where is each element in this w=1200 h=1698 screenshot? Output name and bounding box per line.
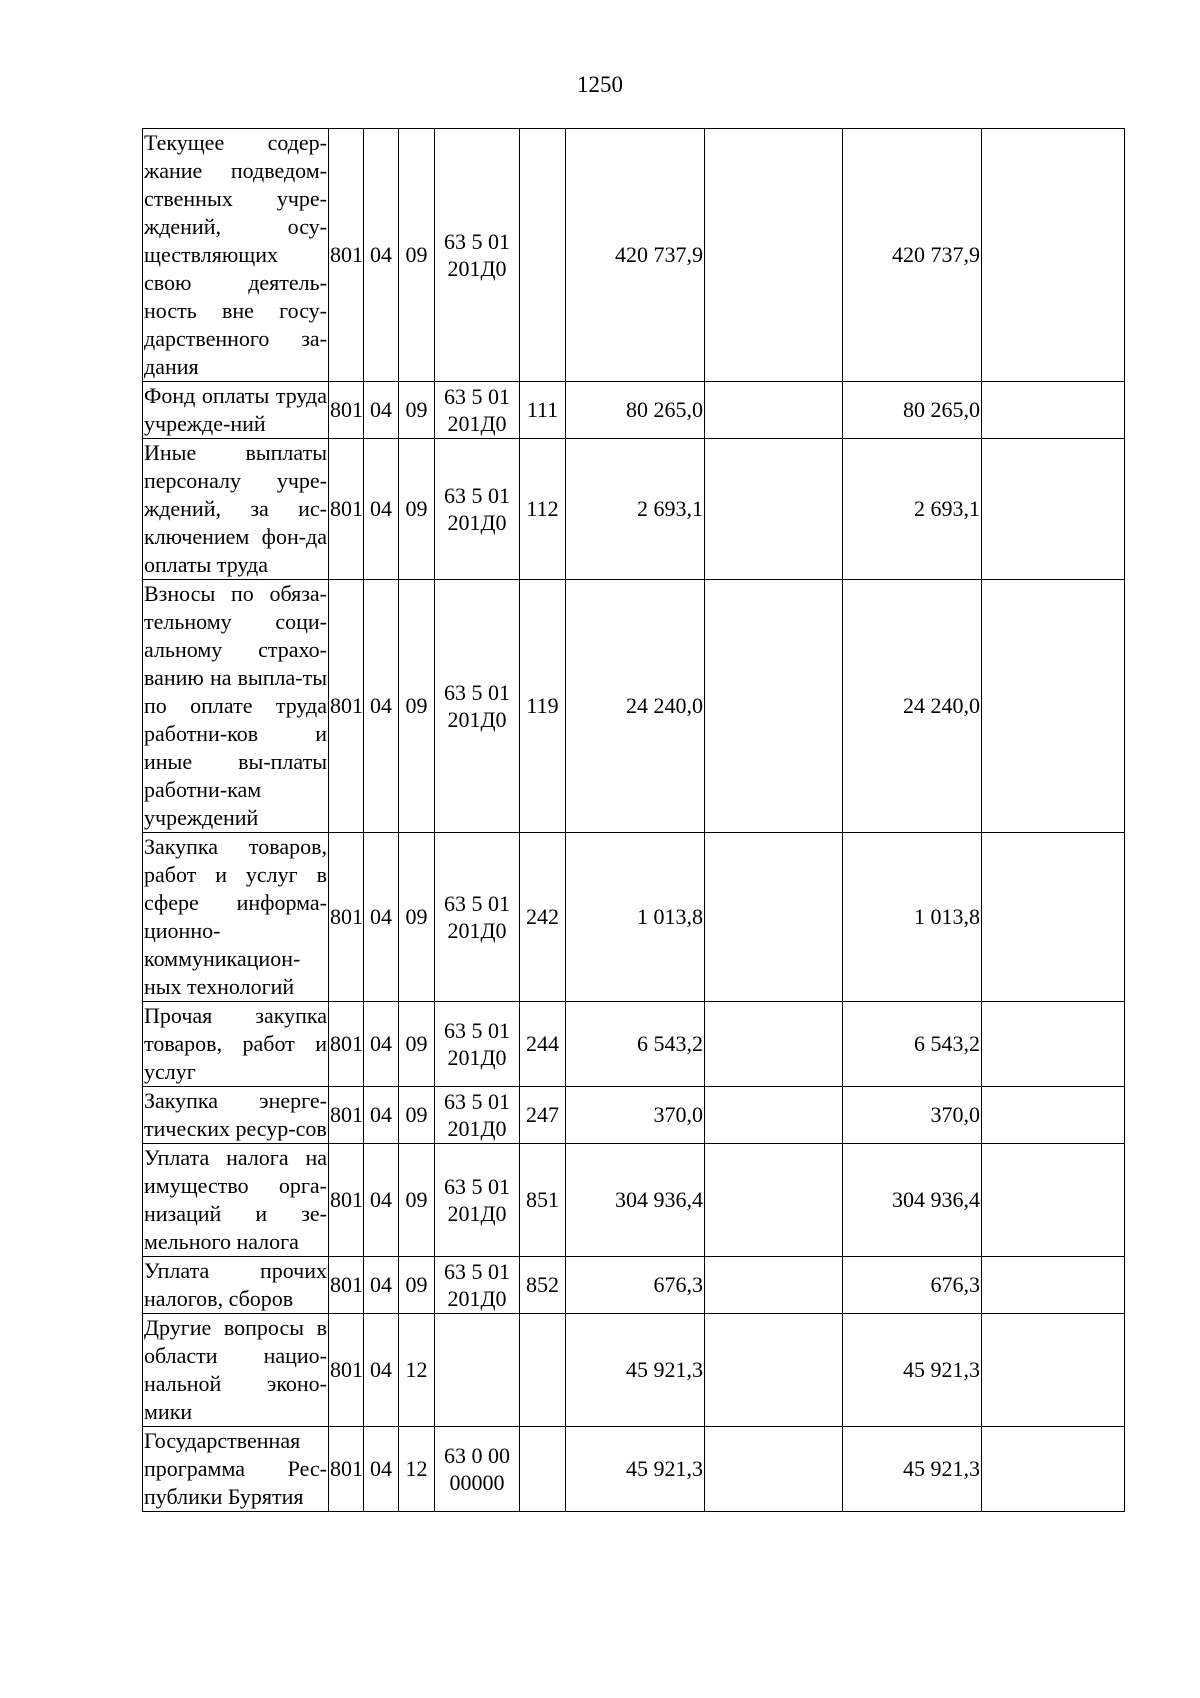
target-article-code [435, 580, 520, 833]
section-code: 04 [364, 1427, 399, 1512]
expense-name: Иные выплаты персоналу учре-ждений, за ис-ключением фон-да оплаты труда [143, 439, 329, 580]
sum-column-4 [982, 580, 1125, 833]
admin-code: 801 [329, 129, 364, 382]
section-code: 04 [364, 833, 399, 1002]
sum-total: 2 693,1 [566, 439, 705, 580]
target-code-line-2: 201Д0 [447, 510, 507, 535]
target-article-code [435, 1002, 520, 1087]
admin-code: 801 [329, 1314, 364, 1427]
target-code-line-2: 201Д0 [447, 1201, 507, 1226]
target-code-line-1: 63 5 01 [444, 384, 510, 409]
sum-column-2 [705, 1002, 843, 1087]
section-code: 04 [364, 1144, 399, 1257]
sum-total: 24 240,0 [566, 580, 705, 833]
section-code: 04 [364, 382, 399, 439]
section-code: 04 [364, 1002, 399, 1087]
subsection-code: 09 [399, 1002, 435, 1087]
expense-name: Уплата налога на имущество орга-низаций и зе-мельного налога [143, 1144, 329, 1257]
target-article-code [435, 439, 520, 580]
subsection-code: 09 [399, 580, 435, 833]
admin-code: 801 [329, 382, 364, 439]
sum-column-2 [705, 1314, 843, 1427]
sum-total: 676,3 [566, 1257, 705, 1314]
table-row [143, 1144, 1125, 1257]
expense-name: Взносы по обяза-тельному соци-альному страхо-ванию на выпла-ты по оплате труда работни-ков и иные вы-платы работни-кам учреждений [143, 580, 329, 833]
table-row [143, 1314, 1125, 1427]
target-code-line-1: 63 5 01 [444, 680, 510, 705]
target-code-line-2: 201Д0 [447, 707, 507, 732]
sum-column-4 [982, 382, 1125, 439]
sum-total: 370,0 [566, 1087, 705, 1144]
target-code-line-1: 63 5 01 [444, 483, 510, 508]
sum-column-3: 80 265,0 [843, 382, 982, 439]
page-number: 1250 [577, 72, 623, 97]
table-row [143, 1257, 1125, 1314]
admin-code: 801 [329, 1002, 364, 1087]
sum-column-2 [705, 439, 843, 580]
target-code-line-1: 63 5 01 [444, 1174, 510, 1199]
sum-total: 45 921,3 [566, 1314, 705, 1427]
sum-column-4 [982, 1257, 1125, 1314]
target-code-line-1: 63 5 01 [444, 891, 510, 916]
target-code-line-2: 201Д0 [447, 1116, 507, 1141]
expense-name: Закупка энерге-тических ресур-сов [143, 1087, 329, 1144]
sum-total: 45 921,3 [566, 1427, 705, 1512]
sum-column-2 [705, 1144, 843, 1257]
sum-column-4 [982, 1002, 1125, 1087]
expense-name: Закупка товаров, работ и услуг в сфере информа-ционно-коммуникацион-ных технологий [143, 833, 329, 1002]
admin-code: 801 [329, 1257, 364, 1314]
expense-type-code [520, 1427, 566, 1512]
expense-type-code [520, 129, 566, 382]
sum-column-4 [982, 129, 1125, 382]
subsection-code: 09 [399, 1144, 435, 1257]
sum-column-2 [705, 129, 843, 382]
admin-code: 801 [329, 1087, 364, 1144]
sum-column-3: 676,3 [843, 1257, 982, 1314]
expense-name: Государственная программа Рес-публики Бурятия [143, 1427, 329, 1512]
admin-code: 801 [329, 580, 364, 833]
section-code: 04 [364, 1314, 399, 1427]
section-code: 04 [364, 129, 399, 382]
target-code-line-2: 201Д0 [447, 918, 507, 943]
table-row [143, 1087, 1125, 1144]
subsection-code: 09 [399, 382, 435, 439]
expense-type-code: 112 [520, 439, 566, 580]
admin-code: 801 [329, 833, 364, 1002]
expense-type-code [520, 1314, 566, 1427]
target-article-code [435, 1314, 520, 1427]
budget-table-body [143, 129, 1125, 1512]
sum-column-2 [705, 1427, 843, 1512]
sum-total: 420 737,9 [566, 129, 705, 382]
section-code: 04 [364, 1087, 399, 1144]
sum-column-2 [705, 580, 843, 833]
target-article-code [435, 382, 520, 439]
subsection-code: 12 [399, 1427, 435, 1512]
sum-column-2 [705, 1257, 843, 1314]
sum-column-4 [982, 1144, 1125, 1257]
sum-column-3: 24 240,0 [843, 580, 982, 833]
sum-column-2 [705, 833, 843, 1002]
sum-column-3: 304 936,4 [843, 1144, 982, 1257]
expense-type-code: 244 [520, 1002, 566, 1087]
subsection-code: 09 [399, 129, 435, 382]
sum-column-3: 6 543,2 [843, 1002, 982, 1087]
expense-type-code: 111 [520, 382, 566, 439]
target-code-line-2: 201Д0 [447, 411, 507, 436]
target-code-line-2: 201Д0 [447, 1286, 507, 1311]
target-article-code [435, 833, 520, 1002]
expense-type-code: 242 [520, 833, 566, 1002]
target-code-line-2: 00000 [449, 1470, 505, 1495]
sum-column-3: 420 737,9 [843, 129, 982, 382]
table-row [143, 439, 1125, 580]
expense-name: Уплата прочих налогов, сборов [143, 1257, 329, 1314]
subsection-code: 09 [399, 1257, 435, 1314]
sum-column-4 [982, 439, 1125, 580]
target-article-code [435, 129, 520, 382]
sum-column-3: 370,0 [843, 1087, 982, 1144]
expense-type-code: 852 [520, 1257, 566, 1314]
sum-column-3: 1 013,8 [843, 833, 982, 1002]
sum-total: 304 936,4 [566, 1144, 705, 1257]
sum-total: 80 265,0 [566, 382, 705, 439]
sum-total: 6 543,2 [566, 1002, 705, 1087]
target-article-code [435, 1257, 520, 1314]
target-article-code [435, 1144, 520, 1257]
target-code-line-1: 63 5 01 [444, 1018, 510, 1043]
target-code-line-1: 63 5 01 [444, 1259, 510, 1284]
sum-column-3: 45 921,3 [843, 1427, 982, 1512]
table-row [143, 382, 1125, 439]
expense-type-code: 851 [520, 1144, 566, 1257]
admin-code: 801 [329, 1427, 364, 1512]
expense-name: Текущее содер-жание подведом-ственных учре-ждений, осу-ществляющих свою деятель-ность вне госу-дарственного за-дания [143, 129, 329, 382]
sum-column-3: 45 921,3 [843, 1314, 982, 1427]
subsection-code: 12 [399, 1314, 435, 1427]
expense-name: Прочая закупка товаров, работ и услуг [143, 1002, 329, 1087]
target-code-line-2: 201Д0 [447, 1045, 507, 1070]
sum-column-2 [705, 1087, 843, 1144]
table-row [143, 833, 1125, 1002]
sum-total: 1 013,8 [566, 833, 705, 1002]
target-code-line-2: 201Д0 [447, 256, 507, 281]
expense-name: Фонд оплаты труда учрежде-ний [143, 382, 329, 439]
section-code: 04 [364, 580, 399, 833]
table-row [143, 1427, 1125, 1512]
sum-column-4 [982, 833, 1125, 1002]
target-code-line-1: 63 5 01 [444, 1089, 510, 1114]
target-article-code [435, 1427, 520, 1512]
table-row [143, 129, 1125, 382]
expense-type-code: 247 [520, 1087, 566, 1144]
table-row [143, 1002, 1125, 1087]
table-row [143, 580, 1125, 833]
admin-code: 801 [329, 439, 364, 580]
expense-type-code: 119 [520, 580, 566, 833]
target-code-line-1: 63 0 00 [444, 1443, 510, 1468]
target-code-line-1: 63 5 01 [444, 229, 510, 254]
sum-column-2 [705, 382, 843, 439]
subsection-code: 09 [399, 439, 435, 580]
target-article-code [435, 1087, 520, 1144]
section-code: 04 [364, 1257, 399, 1314]
subsection-code: 09 [399, 1087, 435, 1144]
sum-column-4 [982, 1314, 1125, 1427]
section-code: 04 [364, 439, 399, 580]
sum-column-4 [982, 1087, 1125, 1144]
budget-table [142, 128, 1125, 1512]
admin-code: 801 [329, 1144, 364, 1257]
subsection-code: 09 [399, 833, 435, 1002]
sum-column-3: 2 693,1 [843, 439, 982, 580]
sum-column-4 [982, 1427, 1125, 1512]
expense-name: Другие вопросы в области нацио-нальной эконо-мики [143, 1314, 329, 1427]
